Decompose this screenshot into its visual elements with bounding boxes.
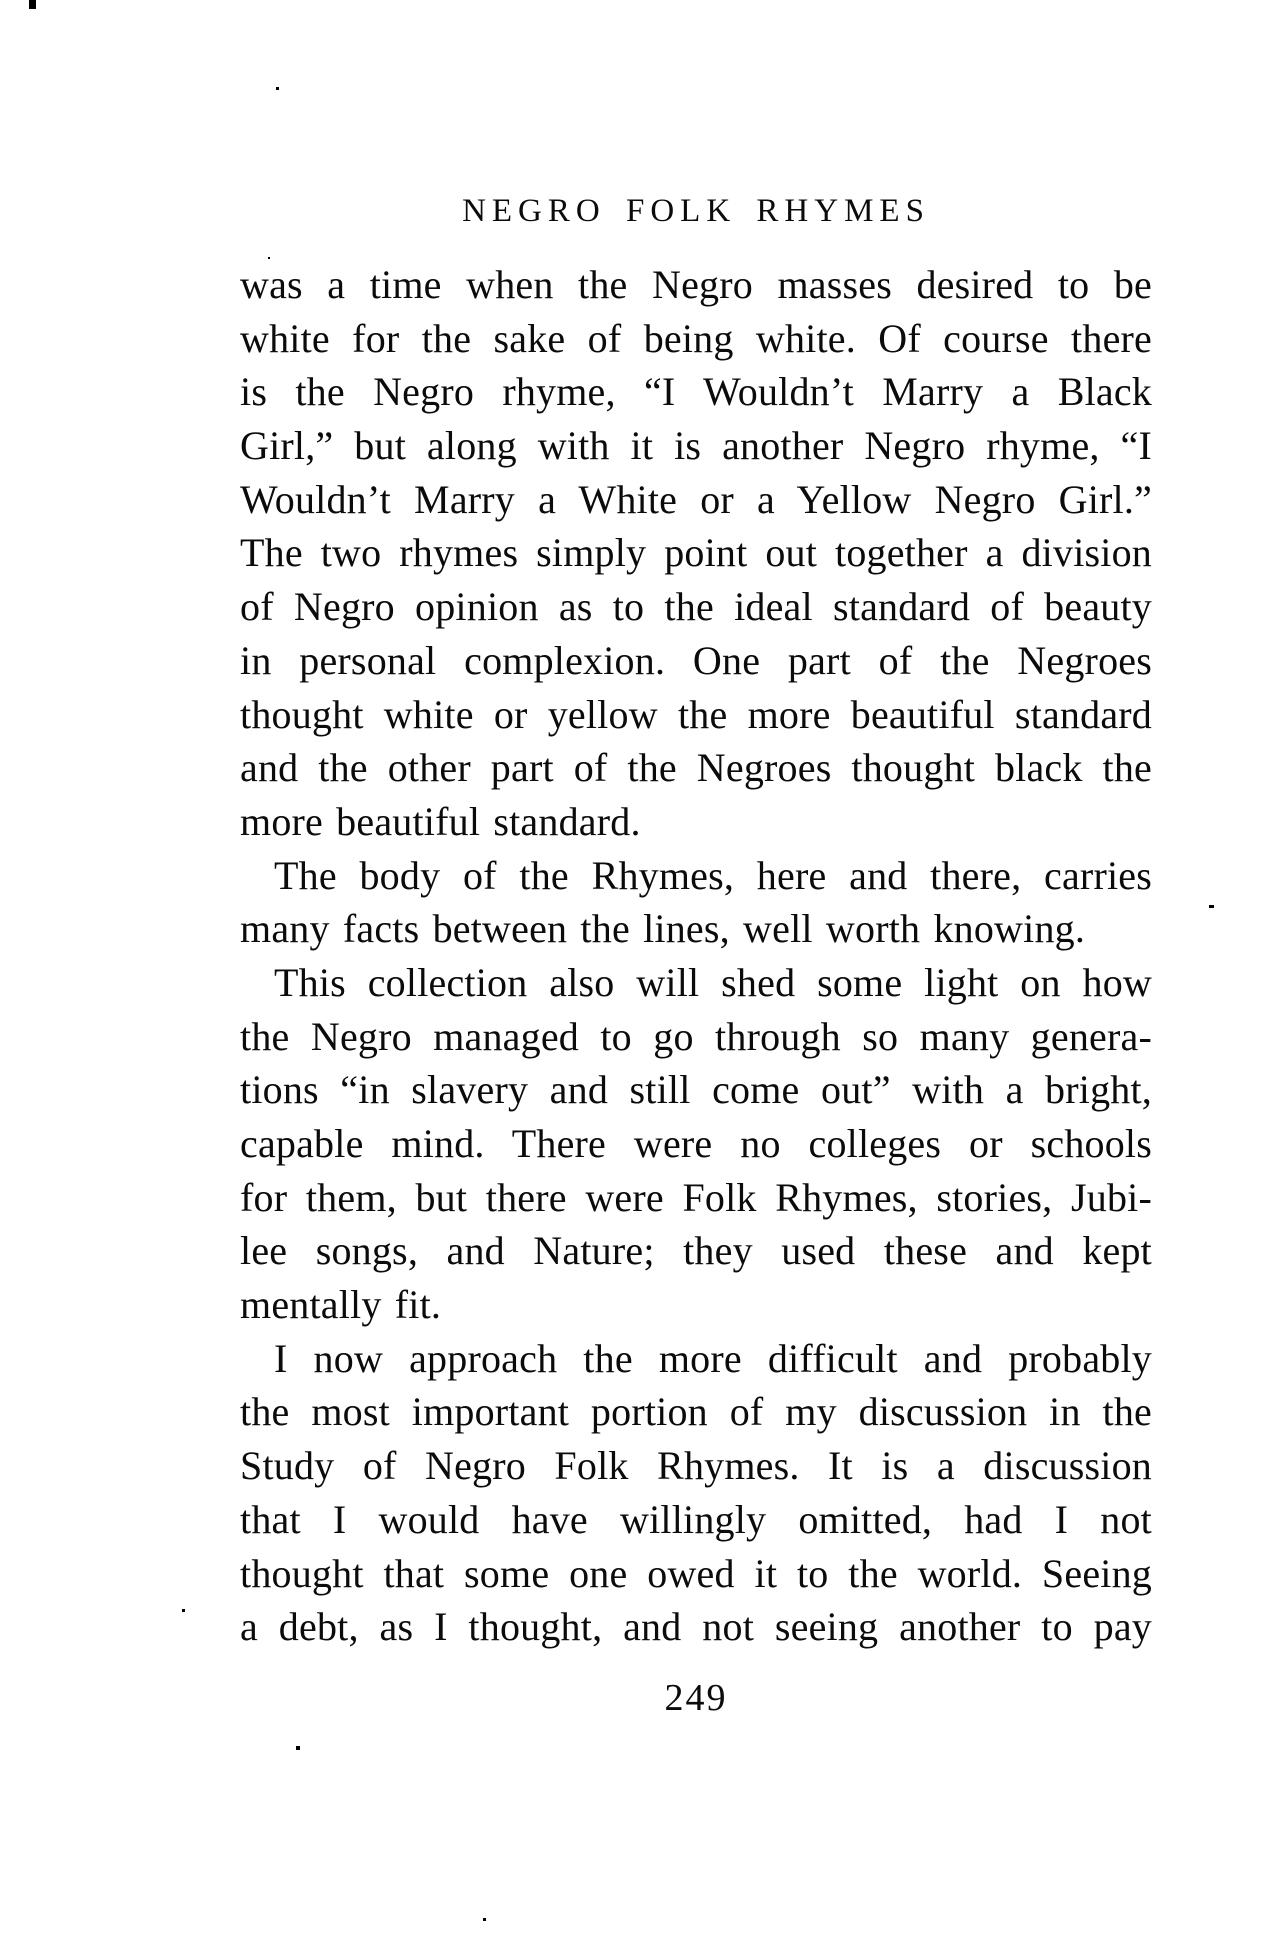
running-header: NEGRO FOLK RHYMES	[462, 193, 930, 229]
scan-artifact	[29, 0, 36, 9]
scan-artifact	[296, 1746, 300, 1750]
text-line: a debt, as I thought, and not seeing another to pay	[240, 1604, 1152, 1650]
text-line: mentally fit.	[240, 1282, 442, 1328]
scan-artifact	[182, 1609, 185, 1612]
text-line: Study of Negro Folk Rhymes. It is a discussion	[240, 1443, 1152, 1489]
text-line: lee songs, and Nature; they used these and kept	[240, 1228, 1152, 1274]
text-line: thought white or yellow the more beautiful standard	[240, 691, 1152, 737]
text-line: white for the sake of being white. Of course there	[240, 315, 1152, 361]
scan-artifact	[1209, 905, 1214, 908]
text-line: tions “in slavery and still come out” with a bright,	[240, 1067, 1152, 1113]
text-line: thought that some one owed it to the world. Seeing	[240, 1550, 1152, 1596]
text-line: Wouldn’t Marry a White or a Yellow Negro Girl.”	[240, 476, 1152, 522]
text-line: the Negro managed to go through so many genera-	[240, 1013, 1152, 1059]
text-line: of Negro opinion as to the ideal standard of beauty	[240, 584, 1152, 630]
page-number: 249	[664, 1677, 728, 1719]
scan-artifact	[276, 87, 279, 90]
text-line: This collection also will shed some light on how	[274, 959, 1152, 1005]
text-line: the most important portion of my discussion in the	[240, 1389, 1152, 1435]
scan-artifact	[483, 1918, 486, 1921]
text-line: more beautiful standard.	[240, 798, 641, 844]
scan-artifact	[268, 257, 270, 259]
text-line: I now approach the more difficult and probably	[274, 1335, 1152, 1381]
text-line: was a time when the Negro masses desired to be	[240, 262, 1152, 307]
text-line: The two rhymes simply point out together a division	[240, 530, 1152, 576]
body-text-block	[240, 258, 1152, 1654]
text-line: in personal complexion. One part of the Negroes	[240, 637, 1152, 683]
text-line: for them, but there were Folk Rhymes, stories, Jubi-	[240, 1174, 1152, 1220]
text-line: The body of the Rhymes, here and there, carries	[274, 852, 1152, 898]
text-line: that I would have willingly omitted, had I not	[240, 1496, 1152, 1542]
text-line: capable mind. There were no colleges or schools	[240, 1121, 1152, 1166]
text-line: many facts between the lines, well worth knowing.	[240, 906, 1086, 952]
text-line: and the other part of the Negroes thought black the	[240, 745, 1152, 791]
text-line: Girl,” but along with it is another Negro rhyme, “I	[240, 423, 1152, 469]
text-line: is the Negro rhyme, “I Wouldn’t Marry a Black	[240, 369, 1152, 415]
